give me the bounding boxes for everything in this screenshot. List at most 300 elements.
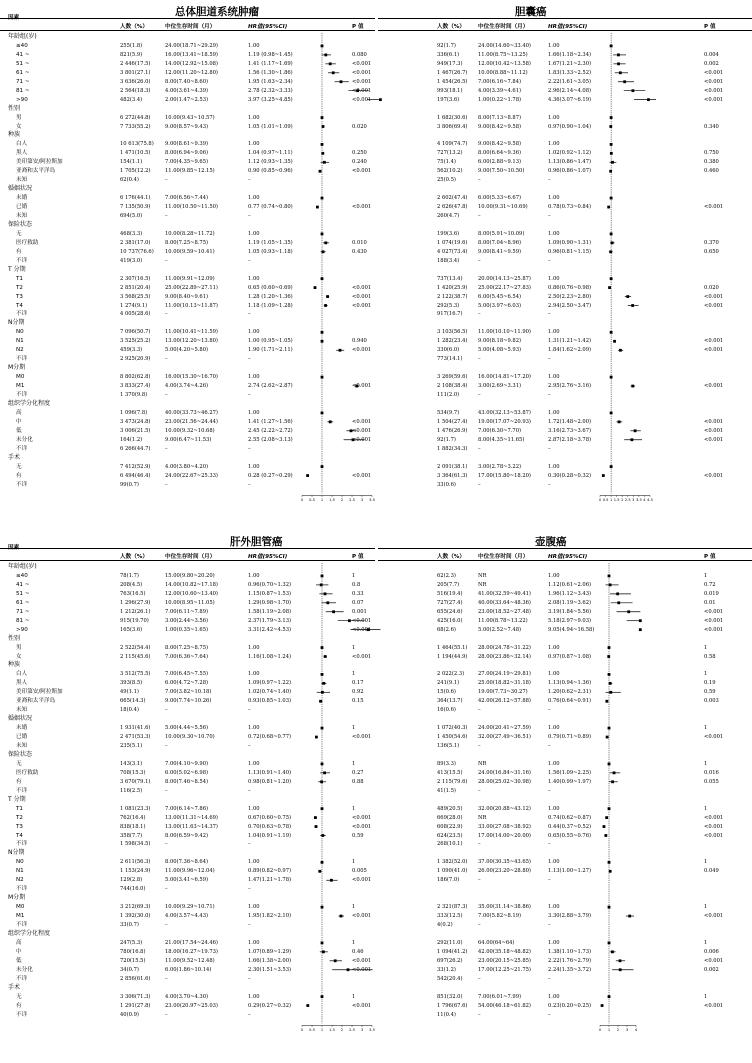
hr-cell: 1.00: [248, 904, 260, 911]
p-cell: 0.002: [704, 60, 719, 67]
median-cell: 4.00(3.61~4.39): [165, 87, 209, 94]
median-cell: 4.00(3.57~4.43): [165, 913, 209, 920]
n-cell: 773(14.1): [437, 356, 463, 363]
hr-cell: 1.09(0.90~1.31): [548, 239, 592, 246]
hr-cell: 0.30(0.28~0.32): [548, 472, 592, 479]
median-cell: –: [165, 356, 168, 363]
hr-point: [605, 700, 608, 703]
median-cell: 28.00(23.86~32.14): [478, 653, 531, 660]
median-cell: 18.00(16.27~19.73): [165, 948, 218, 955]
median-cell: 8.00(6.64~9.36): [478, 150, 522, 157]
hr-cell: 1.00: [248, 725, 260, 732]
hr-point: [608, 673, 611, 676]
p-cell: 1: [704, 805, 708, 812]
median-cell: 64.00(64~64): [478, 939, 515, 946]
n-cell: 727(27.4): [437, 599, 463, 606]
p-cell: 0.005: [352, 868, 367, 875]
row-label: >90: [16, 96, 28, 103]
p-cell: 0.020: [352, 123, 367, 130]
hr-cell: –: [248, 707, 251, 714]
median-cell: NR: [478, 581, 487, 588]
hr-cell: 1.07(0.89~1.29): [248, 948, 292, 955]
row-label: N1: [16, 338, 24, 345]
p-cell: 0.58: [704, 653, 716, 660]
row-label: 71 ~: [16, 78, 30, 85]
hr-point: [608, 286, 611, 289]
hr-point: [320, 780, 323, 783]
hr-cell: 3.30(2.88~3.79): [548, 913, 592, 920]
n-cell: 92(1.7): [437, 42, 456, 49]
hr-cell: 5.18(2.97~9.03): [548, 617, 592, 624]
hr-cell: 2.78 (2.32~3.33): [248, 87, 293, 94]
p-cell: 1: [704, 993, 708, 1000]
p-cell: 0.370: [704, 239, 719, 246]
col-header-median: 中位生存时间（月）: [165, 24, 216, 30]
p-cell: <0.001: [704, 87, 724, 94]
p-cell: <0.001: [704, 69, 724, 76]
hr-point: [609, 125, 612, 128]
median-cell: 42.00(35.18~48.82): [478, 948, 531, 955]
hr-point: [611, 161, 614, 164]
row-label: 无: [16, 760, 22, 767]
n-cell: 516(19.4): [437, 590, 463, 597]
hr-point: [611, 241, 614, 244]
n-cell: 3 806(69.4): [437, 123, 468, 130]
p-cell: 0.340: [704, 123, 719, 130]
n-cell: 1 882(34.3): [437, 445, 468, 452]
median-cell: 10.00(9.30~10.70): [165, 734, 215, 741]
n-cell: 292(11.0): [437, 939, 463, 946]
x-tick-label: 3.5: [369, 1027, 375, 1032]
hr-cell: 0.67(0.60~0.75): [248, 814, 292, 821]
row-label: N0: [16, 329, 24, 336]
hr-point: [619, 968, 622, 971]
median-cell: 23.00(21.56~24.44): [165, 418, 218, 425]
median-cell: 5.00(3.41~6.59): [165, 877, 209, 884]
median-cell: –: [165, 975, 168, 982]
hr-cell: 0.97(0.90~1.04): [548, 123, 592, 130]
hr-cell: 1.00: [248, 329, 260, 336]
p-cell: <0.001: [704, 472, 724, 479]
hr-cell: –: [248, 392, 251, 398]
hr-point: [610, 45, 613, 48]
p-cell: 0.92: [352, 689, 364, 696]
n-cell: 7 412(52.9): [120, 463, 151, 470]
p-cell: 0.003: [704, 698, 719, 705]
row-label: N2: [16, 347, 24, 354]
col-header-n: 人数（%）: [437, 554, 465, 560]
n-cell: 2 122(38.7): [437, 293, 468, 300]
median-cell: 4.00(3.80~4.20): [165, 463, 209, 470]
x-tick-label: 3: [360, 1027, 364, 1032]
x-tick-label: 3: [625, 1027, 629, 1032]
hr-point: [332, 610, 335, 613]
col-header-p: P 值: [704, 24, 716, 30]
median-cell: NR: [478, 572, 487, 579]
col-header-median: 中位生存时间（月）: [478, 24, 529, 30]
p-cell: 0.19: [704, 680, 716, 687]
n-cell: 358(7.7): [120, 832, 143, 839]
p-cell: 0.59: [352, 832, 364, 839]
hr-cell: 1.02(0.92~1.12): [548, 150, 592, 157]
hr-point: [347, 968, 350, 971]
n-cell: 336(6.1): [437, 51, 460, 58]
median-cell: 21.00(17.54~24.46): [165, 939, 218, 946]
group-label: 性别: [8, 104, 21, 112]
median-cell: 24.00(16.84~31.16): [478, 769, 531, 776]
row-label: 81 ~: [16, 87, 30, 94]
p-cell: <0.001: [352, 617, 372, 624]
group-label: 组织学分化程度: [8, 929, 51, 937]
p-cell: <0.001: [704, 204, 724, 211]
p-cell: <0.001: [704, 626, 724, 633]
n-cell: 1 081(23.3): [120, 805, 151, 812]
row-label: 已婚: [16, 204, 28, 211]
p-cell: 1: [352, 572, 356, 579]
hr-cell: 0.23(0.20~0.25): [548, 1002, 592, 1009]
median-cell: 2.00(1.47~2.53): [165, 96, 209, 103]
x-tick-label: 3: [632, 497, 635, 502]
n-cell: 534(9.7): [437, 409, 460, 416]
p-cell: <0.001: [704, 823, 724, 830]
p-cell: <0.001: [352, 69, 372, 76]
n-cell: 2 115(79.6): [437, 778, 468, 785]
hr-point: [626, 295, 629, 298]
hr-cell: 1.00: [548, 195, 560, 202]
hr-point: [610, 465, 613, 468]
n-cell: 1 212(26.1): [120, 608, 151, 615]
hr-cell: 1.00: [548, 939, 560, 946]
n-cell: 4 109(74.7): [437, 141, 468, 148]
header-rule: [378, 560, 752, 561]
median-cell: –: [478, 841, 481, 848]
hr-cell: 0.74(0.62~0.87): [548, 814, 592, 821]
median-cell: 24.00(20.41~27.59): [478, 725, 531, 732]
row-label: 美印第安/阿拉斯加: [16, 159, 63, 166]
hr-cell: 1.13(1.00~1.27): [548, 868, 592, 875]
row-label: 未婚: [16, 195, 28, 202]
n-cell: 6 176(44.1): [120, 195, 151, 202]
p-cell: 1: [352, 671, 356, 678]
p-cell: <0.001: [704, 734, 724, 741]
hr-cell: –: [548, 707, 551, 714]
col-header-n: 人数（%）: [437, 24, 465, 30]
median-cell: 11.00(9.96~12.04): [165, 868, 215, 875]
median-cell: 11.00(8.75~13.25): [478, 51, 528, 58]
hr-cell: 1.00: [248, 760, 260, 767]
median-cell: –: [478, 975, 481, 982]
hr-point: [321, 727, 324, 730]
hr-cell: 0.70(0.63~0.78): [248, 823, 292, 830]
median-cell: 1.00(0.22~1.78): [478, 96, 522, 103]
p-cell: 1: [704, 671, 708, 678]
median-cell: 4.00(3.74~4.26): [165, 383, 209, 390]
median-cell: 1.00(0.35~1.65): [165, 626, 209, 633]
row-label: 白人: [16, 671, 28, 678]
hr-point: [324, 241, 327, 244]
n-cell: 562(10.2): [437, 168, 463, 175]
median-cell: 24.00(14.60~33.40): [478, 42, 531, 49]
hr-cell: 1.31(1.21~1.42): [548, 338, 592, 345]
p-cell: <0.001: [704, 832, 724, 839]
n-cell: 116(2.5): [120, 787, 143, 794]
n-cell: 188(3.4): [437, 257, 460, 264]
hr-cell: –: [248, 841, 251, 848]
p-cell: <0.001: [352, 1002, 372, 1009]
hr-point: [321, 197, 324, 200]
hr-point: [610, 116, 613, 119]
n-cell: 7 733(55.2): [120, 123, 151, 130]
n-cell: 2 564(18.3): [120, 87, 151, 94]
hr-point: [608, 942, 611, 945]
hr-cell: 0.44(0.37~0.52): [548, 823, 592, 830]
median-cell: 11.00(10.41~11.59): [165, 329, 218, 336]
median-cell: –: [165, 787, 168, 794]
row-label: 不详: [16, 481, 28, 488]
row-label: 中: [16, 418, 22, 425]
median-cell: –: [478, 445, 481, 452]
hr-point: [326, 295, 329, 298]
col-header-median: 中位生存时间（月）: [478, 554, 529, 560]
p-cell: <0.001: [352, 427, 372, 434]
hr-point: [602, 474, 605, 477]
hr-cell: 1.72(1.48~2.00): [548, 418, 592, 425]
median-cell: 7.00(4.35~9.65): [165, 159, 209, 166]
hr-cell: 1.00: [248, 859, 260, 866]
row-label: 医疗救助: [16, 239, 39, 246]
top-rule: [378, 18, 752, 19]
col-header-hr: HR值(95%CI): [548, 24, 588, 30]
p-cell: <0.001: [352, 293, 372, 300]
hr-point: [314, 816, 317, 819]
hr-cell: 2.22(1.76~2.79): [548, 957, 592, 964]
hr-cell: 1.13(0.86~1.47): [548, 159, 592, 166]
row-label: 不详: [16, 356, 28, 363]
x-tick-label: 1: [609, 497, 613, 502]
hr-cell: –: [248, 445, 251, 452]
hr-point: [321, 233, 324, 236]
median-cell: 11.00(9.85~12.15): [165, 168, 215, 175]
n-cell: 2 925(20.9): [120, 356, 151, 363]
hr-point: [321, 691, 324, 694]
row-label: 无: [16, 993, 22, 1000]
median-cell: 9.00(8.42~9.58): [478, 141, 522, 148]
hr-cell: 1.05 (1.01~1.09): [248, 123, 293, 130]
p-cell: <0.001: [704, 302, 724, 309]
n-cell: 3 801(27.1): [120, 69, 151, 76]
n-cell: 669(28.0): [437, 814, 463, 821]
n-cell: 6 272(44.8): [120, 114, 151, 121]
n-cell: 694(5.0): [120, 213, 143, 219]
hr-cell: 1.00: [548, 141, 560, 148]
median-cell: 9.00(6.47~11.53): [165, 436, 212, 443]
n-cell: 2 091(38.1): [437, 463, 468, 470]
hr-point: [610, 277, 613, 280]
p-cell: 0.460: [704, 168, 719, 175]
p-cell: <0.001: [352, 204, 372, 211]
hr-point: [609, 170, 612, 173]
row-label: 高: [16, 409, 22, 416]
hr-cell: 0.76(0.64~0.91): [548, 698, 592, 705]
median-cell: 24.00(18.71~29.29): [165, 42, 218, 49]
hr-point: [321, 807, 324, 810]
hr-cell: 1.00: [248, 671, 260, 678]
hr-cell: –: [548, 445, 551, 452]
p-cell: <0.001: [352, 877, 372, 884]
group-label: 年龄组(岁): [8, 33, 37, 40]
row-label: 有: [16, 1002, 22, 1009]
hr-cell: 0.97(0.87~1.08): [548, 653, 592, 660]
median-cell: 9.00(8.42~9.58): [478, 123, 522, 130]
row-label: M1: [16, 383, 25, 390]
p-cell: <0.001: [352, 436, 372, 443]
p-cell: <0.001: [704, 338, 724, 345]
median-cell: 40.00(33.64~48.36): [478, 599, 531, 606]
n-cell: 993(18.1): [437, 87, 463, 94]
p-cell: <0.001: [352, 284, 372, 291]
group-label: N分期: [8, 849, 25, 857]
median-cell: –: [478, 311, 481, 318]
median-cell: 7.00(6.56~7.44): [165, 195, 209, 202]
hr-cell: 1.13(0.94~1.36): [548, 680, 592, 687]
median-cell: 28.00(25.02~30.98): [478, 778, 531, 785]
median-cell: –: [165, 922, 168, 928]
hr-point: [321, 575, 324, 578]
group-label: N分期: [8, 319, 25, 327]
hr-point: [323, 771, 326, 774]
hr-cell: 1.00: [548, 725, 560, 732]
chart-title: 肝外胆管癌: [230, 536, 283, 548]
n-cell: 3 473(24.8): [120, 418, 151, 425]
n-cell: 205(7.7): [437, 581, 460, 588]
n-cell: 34(0.7): [120, 966, 139, 973]
n-cell: 6 494(46.4): [120, 472, 151, 479]
hr-cell: 1.29(0.98~1.70): [248, 599, 292, 606]
hr-cell: 1.00: [548, 275, 560, 282]
p-cell: 0.019: [704, 590, 719, 597]
n-cell: 2 022(2.3): [437, 671, 465, 678]
median-cell: 15.00(9.80~20.20): [165, 572, 215, 579]
hr-point: [610, 233, 613, 236]
hr-cell: 1.66(1.38~2.00): [248, 957, 292, 964]
p-cell: <0.001: [704, 96, 724, 103]
hr-point: [609, 682, 612, 685]
p-cell: 1: [704, 725, 708, 732]
median-cell: 33.00(27.08~38.92): [478, 823, 531, 830]
hr-point: [321, 646, 324, 649]
group-label: 婚姻状况: [8, 715, 33, 723]
x-tick-label: 2: [621, 497, 624, 502]
hr-cell: 1.95(1.82~2.10): [248, 913, 292, 920]
x-tick-label: 0: [598, 1027, 602, 1032]
hr-cell: 1.00: [548, 409, 560, 416]
hr-cell: 1.00: [548, 572, 560, 579]
hr-cell: 0.29(0.27~0.32): [248, 1002, 292, 1009]
median-cell: 37.00(30.35~43.65): [478, 859, 531, 866]
n-cell: 199(3.6): [437, 230, 460, 237]
row-label: 有: [16, 472, 22, 479]
hr-cell: –: [548, 975, 551, 982]
row-label: 61 ~: [16, 599, 30, 606]
median-cell: 11.00(10.50~11.50): [165, 204, 218, 211]
hr-cell: 1.95 (1.63~2.34): [248, 78, 293, 85]
p-cell: <0.001: [704, 418, 724, 425]
row-label: 未知: [16, 177, 28, 184]
p-cell: 0.17: [352, 680, 364, 687]
median-cell: 23.00(20.97~25.03): [165, 1002, 218, 1009]
hr-point: [332, 71, 335, 74]
hr-point: [610, 143, 613, 146]
median-cell: 10.00(9.43~10.57): [165, 114, 215, 121]
hr-point: [604, 834, 607, 837]
n-cell: 3 364(61.3): [437, 472, 468, 479]
n-cell: 292(5.3): [437, 302, 460, 309]
row-label: ≤40: [16, 572, 28, 579]
p-cell: <0.001: [352, 653, 372, 660]
median-cell: 42.00(26.12~57.88): [478, 698, 531, 705]
row-label: 不详: [16, 311, 28, 318]
n-cell: 186(7.0): [437, 877, 460, 884]
median-cell: 11.00(10.13~11.87): [165, 302, 218, 309]
median-cell: 6.00(5.45~6.54): [478, 293, 522, 300]
hr-cell: 1.12(0.61~2.06): [548, 581, 592, 588]
p-cell: <0.001: [352, 814, 372, 821]
hr-point: [609, 250, 612, 253]
median-cell: 9.00(8.61~9.39): [165, 141, 209, 148]
n-cell: 2 115(45.6): [120, 653, 151, 660]
row-label: 男: [16, 114, 22, 121]
p-cell: <0.001: [352, 87, 372, 94]
median-cell: 11.00(10.10~11.90): [478, 329, 531, 336]
median-cell: –: [478, 922, 481, 928]
p-cell: <0.001: [704, 293, 724, 300]
hr-point: [647, 98, 650, 101]
hr-point: [321, 45, 324, 48]
hr-point: [321, 906, 324, 909]
p-cell: <0.001: [352, 823, 372, 830]
p-cell: 1: [352, 725, 356, 732]
n-cell: 1 090(41.0): [437, 868, 468, 875]
hr-point: [321, 376, 324, 379]
hr-point: [610, 152, 613, 155]
hr-point: [609, 691, 612, 694]
hr-cell: 3.97 (3.25~4.85): [248, 96, 293, 103]
hr-cell: 1.00: [548, 230, 560, 237]
n-cell: 75(1.4): [437, 159, 456, 166]
hr-point: [348, 619, 351, 622]
n-cell: 1 382(52.0): [437, 859, 468, 866]
hr-point: [609, 870, 612, 873]
x-tick-label: 3: [360, 497, 364, 502]
row-label: T2: [16, 284, 23, 291]
median-cell: 12.00(11.20~12.80): [165, 69, 218, 76]
row-label: 白人: [16, 141, 28, 148]
median-cell: 7.00(6.16~7.84): [478, 78, 522, 85]
n-cell: 154(1.1): [120, 159, 143, 166]
p-cell: <0.001: [352, 957, 372, 964]
group-label: 婚姻状况: [8, 185, 33, 193]
p-cell: 0.004: [704, 51, 719, 58]
median-cell: 17.00(12.25~21.75): [478, 966, 531, 973]
median-cell: 9.00(8.18~9.82): [478, 338, 522, 345]
p-cell: 1: [352, 644, 356, 651]
hr-point: [631, 385, 634, 388]
row-label: 亚裔和太平洋岛: [16, 698, 56, 705]
hr-cell: 3.16(2.73~3.67): [548, 427, 592, 434]
group-label: 种族: [8, 661, 21, 669]
p-cell: <0.001: [704, 436, 724, 443]
hr-point: [329, 62, 332, 65]
